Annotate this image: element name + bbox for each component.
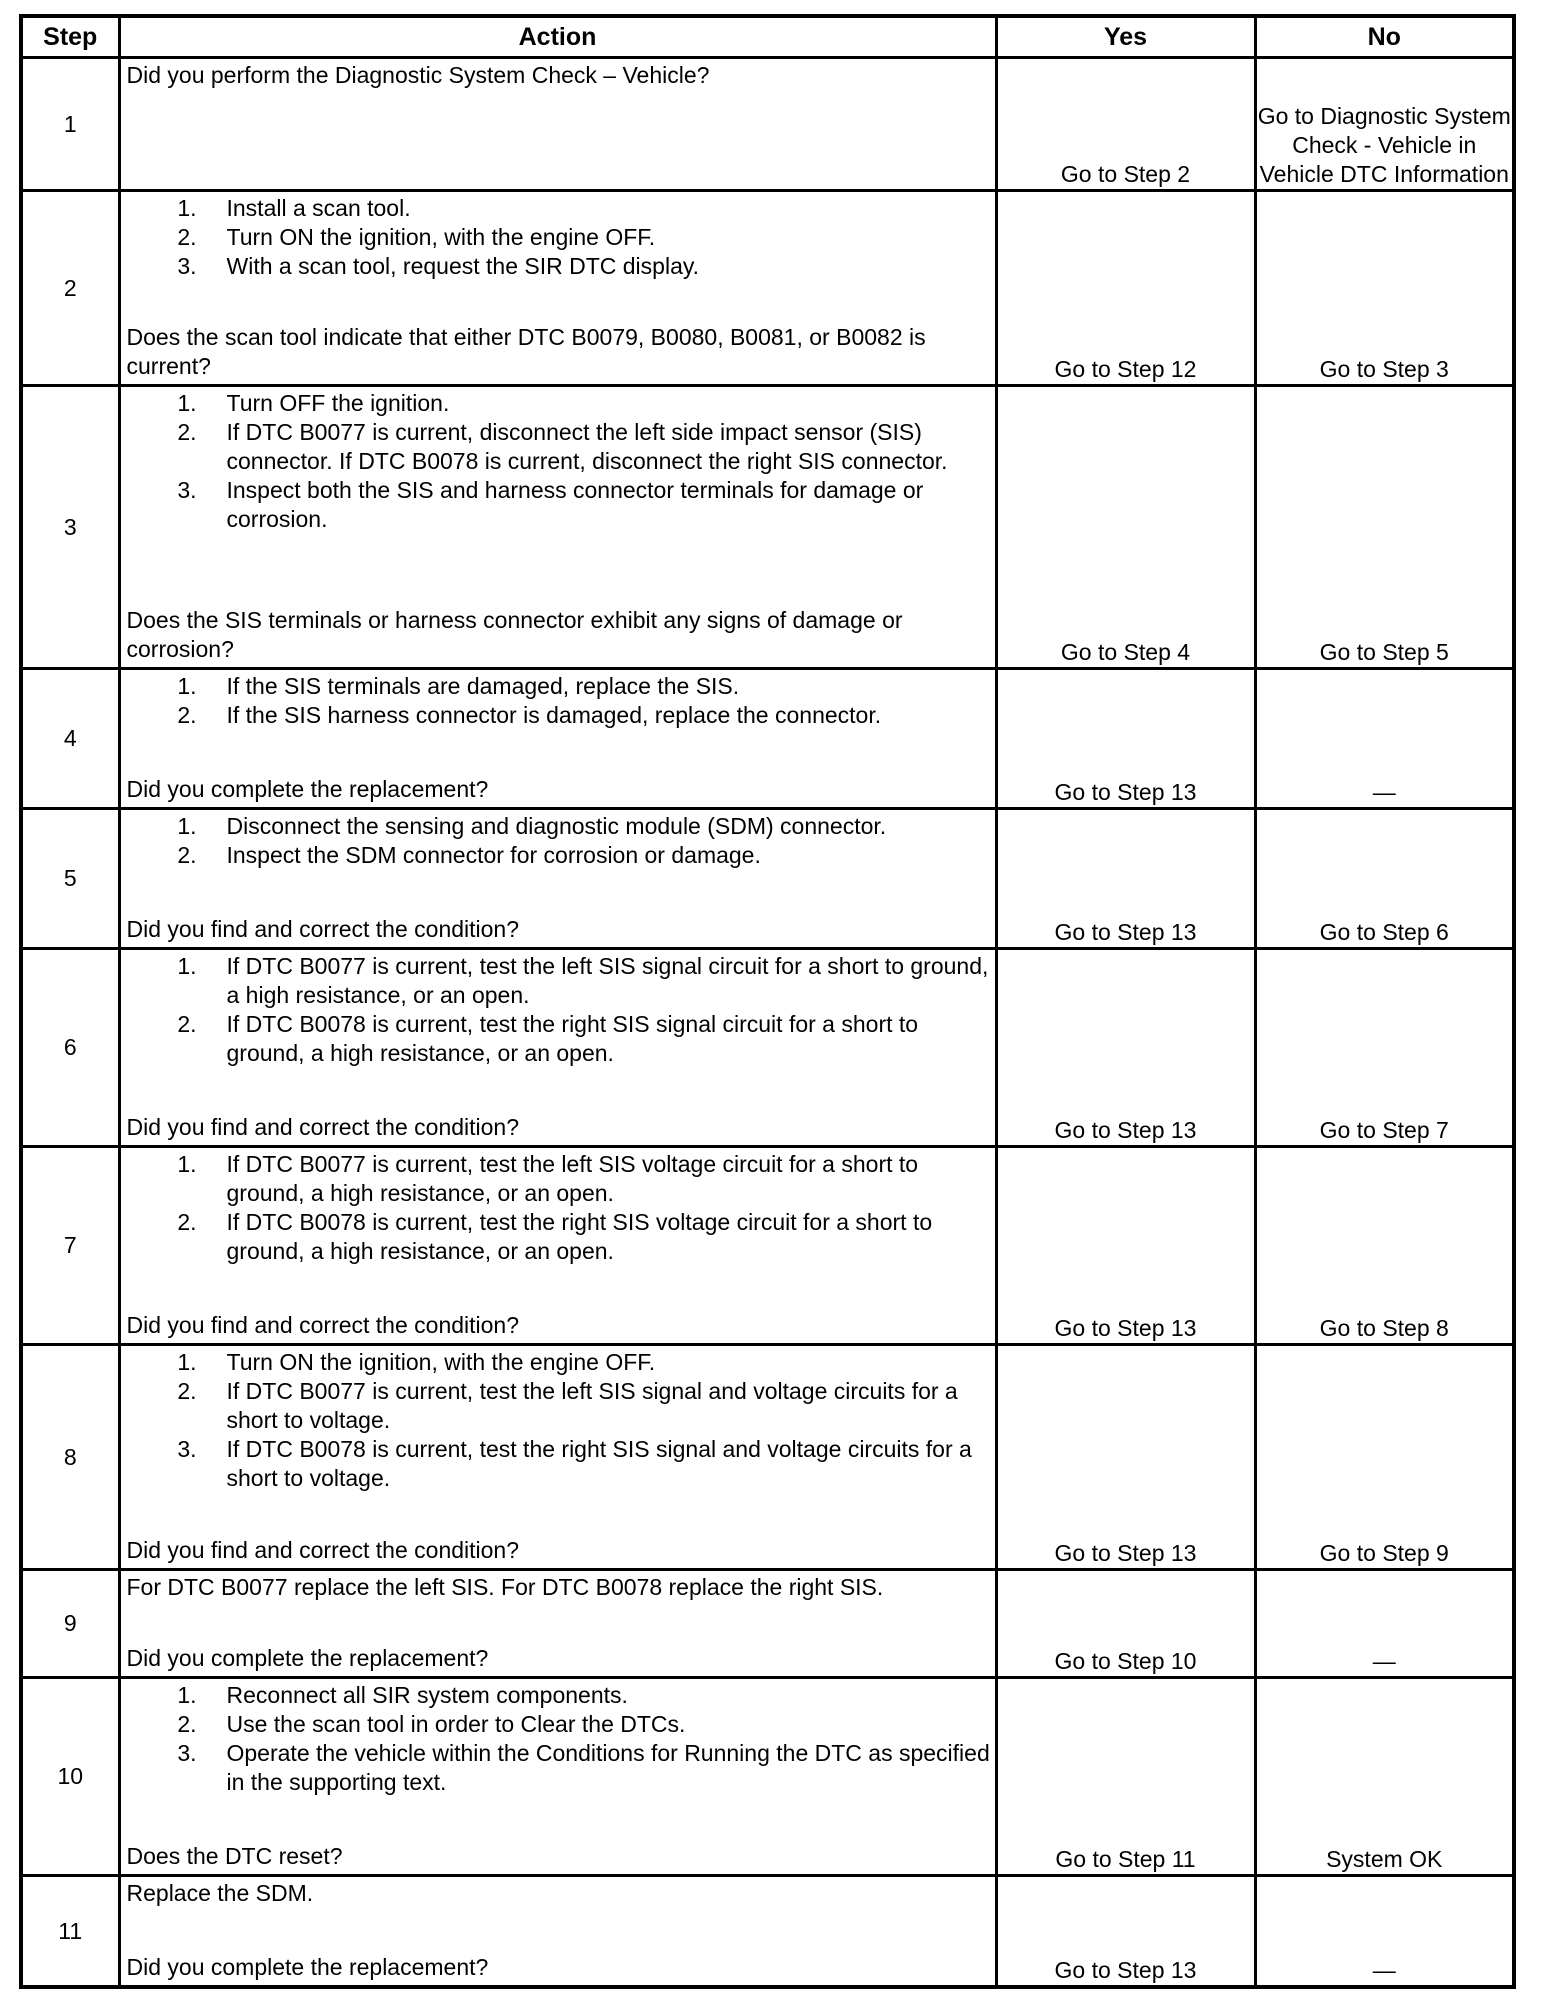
action-content [121, 59, 995, 189]
action-cell [119, 1876, 996, 1988]
action-content [121, 1148, 995, 1343]
yes-result: Go to Step 11 [996, 1678, 1255, 1876]
step-number: 2 [21, 191, 119, 386]
yes-result: Go to Step 13 [996, 1876, 1255, 1988]
action-cell [119, 809, 996, 949]
list-item [127, 701, 991, 730]
table-row [21, 1570, 1514, 1678]
action-content [121, 1346, 995, 1568]
action-instructions [127, 672, 991, 730]
step-number: 1 [21, 58, 119, 191]
table-row [21, 1345, 1514, 1570]
action-content [121, 1877, 995, 1985]
list-item-number: 2. [177, 842, 197, 868]
list-item-text: If the SIS terminals are damaged, replace the SIS. [226, 673, 740, 699]
step-number: 11 [21, 1876, 119, 1988]
list-item [127, 1348, 991, 1377]
yes-result: Go to Step 13 [996, 1345, 1255, 1570]
action-question: Did you complete the replacement? [126, 1954, 489, 1980]
table-row [21, 949, 1514, 1147]
list-item [127, 952, 991, 1010]
no-result: Go to Step 5 [1255, 386, 1514, 669]
action-content [121, 670, 995, 807]
step-number: 7 [21, 1147, 119, 1345]
header-step: Step [21, 16, 119, 58]
action-intro: Did you perform the Diagnostic System Check – Vehicle? [126, 62, 710, 88]
list-item [127, 1710, 991, 1739]
list-item-text: Turn ON the ignition, with the engine OFF. [226, 224, 656, 250]
action-question: Did you find and correct the condition? [126, 916, 520, 942]
table-row [21, 1678, 1514, 1876]
list-item [127, 1435, 991, 1493]
list-item [127, 1377, 991, 1435]
list-item-text: If DTC B0077 is current, test the left SIS signal and voltage circuits for a short to voltage. [226, 1378, 958, 1433]
step-number: 4 [21, 669, 119, 809]
list-item [127, 1739, 991, 1797]
table-row [21, 809, 1514, 949]
action-content [121, 950, 995, 1145]
action-cell [119, 191, 996, 386]
action-instructions [127, 194, 991, 281]
no-result: Go to Step 7 [1255, 949, 1514, 1147]
action-question: Does the scan tool indicate that either DTC B0079, B0080, B0081, or B0082 is current? [126, 324, 926, 379]
no-result: Go to Step 3 [1255, 191, 1514, 386]
action-instructions [127, 1681, 991, 1797]
action-question: Did you find and correct the condition? [126, 1312, 520, 1338]
action-question: Did you find and correct the condition? [126, 1537, 520, 1563]
table-row [21, 386, 1514, 669]
table-row [21, 191, 1514, 386]
list-item-text: Inspect the SDM connector for corrosion or damage. [226, 842, 761, 868]
table-row [21, 669, 1514, 809]
yes-result: Go to Step 13 [996, 949, 1255, 1147]
yes-result: Go to Step 13 [996, 809, 1255, 949]
action-intro: For DTC B0077 replace the left SIS. For DTC B0078 replace the right SIS. [126, 1574, 884, 1600]
list-item [127, 812, 991, 841]
list-item-text: If DTC B0078 is current, test the right SIS signal circuit for a short to ground, a high resistance, or an open. [226, 1011, 919, 1066]
list-item [127, 1208, 991, 1266]
list-item-number: 2. [177, 1711, 197, 1737]
list-item-text: Inspect both the SIS and harness connector terminals for damage or corrosion. [226, 477, 924, 532]
action-content [121, 387, 995, 667]
list-item-number: 1. [177, 1151, 197, 1177]
action-instructions [127, 1573, 991, 1602]
instruction-list [127, 1348, 991, 1493]
list-item [127, 194, 991, 223]
list-item-number: 3. [177, 1740, 197, 1766]
step-number: 5 [21, 809, 119, 949]
header-action: Action [119, 16, 996, 58]
table-row [21, 58, 1514, 191]
list-item-number: 1. [177, 673, 197, 699]
yes-result: Go to Step 4 [996, 386, 1255, 669]
list-item-text: If DTC B0078 is current, test the right SIS signal and voltage circuits for a short to voltage. [226, 1436, 972, 1491]
action-instructions [127, 952, 991, 1068]
yes-result: Go to Step 2 [996, 58, 1255, 191]
action-instructions [127, 389, 991, 534]
list-item-number: 1. [177, 1349, 197, 1375]
list-item [127, 418, 991, 476]
list-item-text: If DTC B0077 is current, test the left SIS signal circuit for a short to ground, a high resistance, or an open. [226, 953, 989, 1008]
list-item-number: 2. [177, 1011, 197, 1037]
list-item [127, 223, 991, 252]
step-number: 6 [21, 949, 119, 1147]
yes-result: Go to Step 13 [996, 669, 1255, 809]
step-number: 8 [21, 1345, 119, 1570]
list-item-text: Install a scan tool. [226, 195, 411, 221]
instruction-list [127, 194, 991, 281]
list-item-text: Reconnect all SIR system components. [226, 1682, 628, 1708]
action-question: Does the SIS terminals or harness connector exhibit any signs of damage or corrosion? [126, 607, 903, 662]
list-item [127, 1010, 991, 1068]
action-cell [119, 1345, 996, 1570]
step-number: 9 [21, 1570, 119, 1678]
list-item-number: 1. [177, 390, 197, 416]
instruction-list [127, 389, 991, 534]
table-row [21, 1876, 1514, 1988]
action-cell [119, 1570, 996, 1678]
action-instructions [127, 1879, 991, 1908]
list-item [127, 672, 991, 701]
yes-result: Go to Step 13 [996, 1147, 1255, 1345]
action-content [121, 810, 995, 947]
action-cell [119, 58, 996, 191]
list-item-number: 1. [177, 813, 197, 839]
no-result: Go to Step 8 [1255, 1147, 1514, 1345]
action-question: Does the DTC reset? [126, 1843, 343, 1869]
action-cell [119, 386, 996, 669]
list-item-number: 3. [177, 1436, 197, 1462]
list-item-text: If DTC B0078 is current, test the right SIS voltage circuit for a short to ground, a high resistance, or an open. [226, 1209, 933, 1264]
action-instructions [127, 61, 991, 90]
list-item-text: Disconnect the sensing and diagnostic module (SDM) connector. [226, 813, 887, 839]
list-item [127, 1681, 991, 1710]
header-yes: Yes [996, 16, 1255, 58]
yes-result: Go to Step 10 [996, 1570, 1255, 1678]
list-item-number: 3. [177, 477, 197, 503]
instruction-list [127, 1150, 991, 1266]
no-result: — [1255, 1570, 1514, 1678]
list-item-number: 1. [177, 195, 197, 221]
list-item-number: 1. [177, 1682, 197, 1708]
list-item [127, 476, 991, 534]
list-item-text: If DTC B0077 is current, test the left SIS voltage circuit for a short to ground, a high resistance, or an open. [226, 1151, 919, 1206]
step-number: 3 [21, 386, 119, 669]
list-item [127, 1150, 991, 1208]
action-intro: Replace the SDM. [126, 1880, 314, 1906]
list-item-number: 1. [177, 953, 197, 979]
action-instructions [127, 1150, 991, 1266]
action-content [121, 192, 995, 384]
list-item-text: If DTC B0077 is current, disconnect the left side impact sensor (SIS) connector. If DTC B0078 is current, disconnect the right SIS connector. [226, 419, 948, 474]
list-item-number: 3. [177, 253, 197, 279]
header-no: No [1255, 16, 1514, 58]
instruction-list [127, 952, 991, 1068]
list-item [127, 841, 991, 870]
no-result: Go to Step 9 [1255, 1345, 1514, 1570]
action-question: Did you complete the replacement? [126, 1645, 489, 1671]
no-result: System OK [1255, 1678, 1514, 1876]
yes-result: Go to Step 12 [996, 191, 1255, 386]
instruction-list [127, 672, 991, 730]
action-content [121, 1571, 995, 1676]
action-cell [119, 669, 996, 809]
list-item-number: 2. [177, 1378, 197, 1404]
action-cell [119, 1678, 996, 1876]
diagnostic-table [19, 14, 1516, 1989]
no-result: — [1255, 1876, 1514, 1988]
action-cell [119, 949, 996, 1147]
list-item-text: With a scan tool, request the SIR DTC display. [226, 253, 700, 279]
list-item [127, 252, 991, 281]
list-item-number: 2. [177, 1209, 197, 1235]
list-item-text: Operate the vehicle within the Conditions for Running the DTC as specified in the supporting text. [226, 1740, 990, 1795]
action-content [121, 1679, 995, 1874]
no-result: Go to Diagnostic System Check - Vehicle in Vehicle DTC Information [1255, 58, 1514, 191]
list-item-text: Turn ON the ignition, with the engine OFF. [226, 1349, 656, 1375]
action-instructions [127, 1348, 991, 1493]
action-question: Did you complete the replacement? [126, 776, 489, 802]
header-row [21, 16, 1514, 58]
list-item-number: 2. [177, 419, 197, 445]
list-item-number: 2. [177, 224, 197, 250]
no-result: Go to Step 6 [1255, 809, 1514, 949]
table-row [21, 1147, 1514, 1345]
list-item-text: Use the scan tool in order to Clear the DTCs. [226, 1711, 686, 1737]
action-cell [119, 1147, 996, 1345]
no-result: — [1255, 669, 1514, 809]
action-question: Did you find and correct the condition? [126, 1114, 520, 1140]
list-item-number: 2. [177, 702, 197, 728]
list-item-text: Turn OFF the ignition. [226, 390, 450, 416]
list-item [127, 389, 991, 418]
list-item-text: If the SIS harness connector is damaged, replace the connector. [226, 702, 882, 728]
step-number: 10 [21, 1678, 119, 1876]
instruction-list [127, 1681, 991, 1797]
action-instructions [127, 812, 991, 870]
instruction-list [127, 812, 991, 870]
